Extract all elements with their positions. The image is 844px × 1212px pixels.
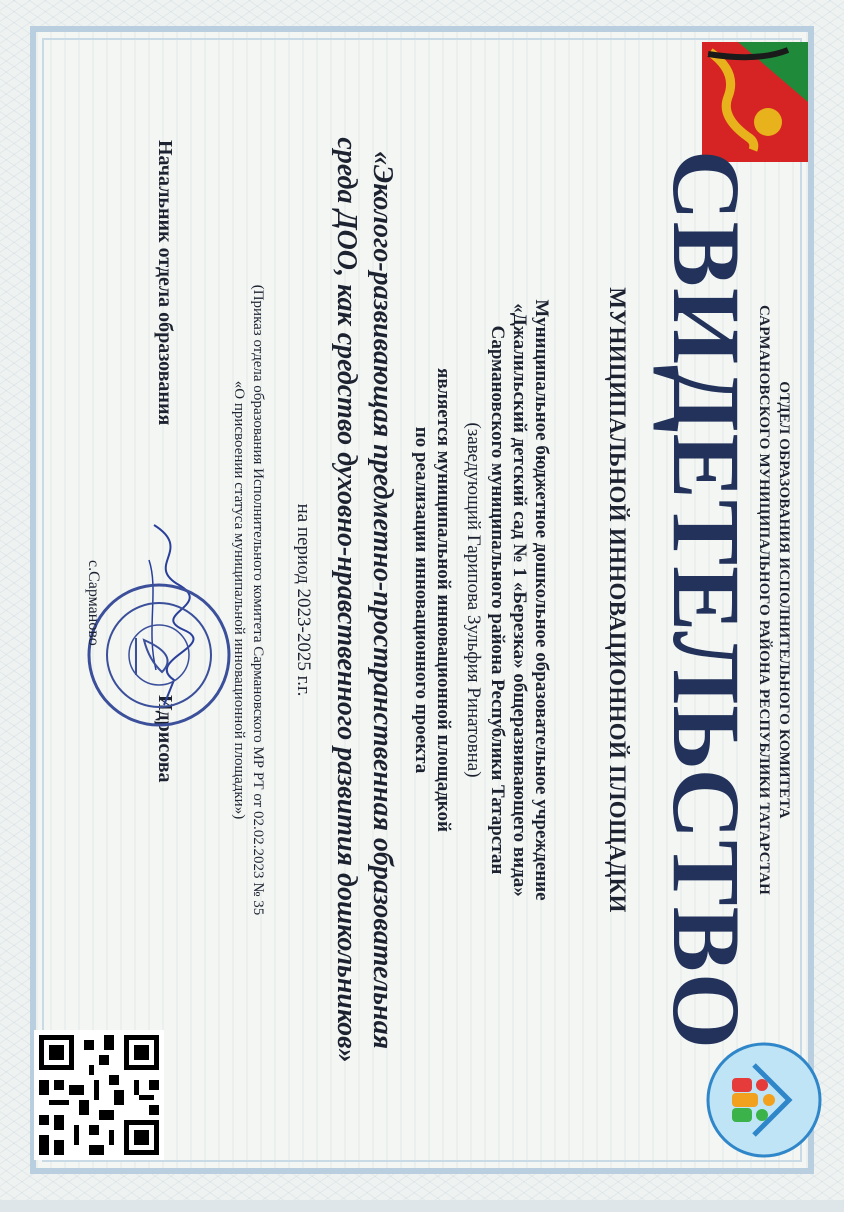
innovation-platform-logo-icon	[704, 1040, 824, 1160]
signer-position: Начальник отдела образования	[154, 140, 176, 426]
status-line-1: является муниципальной инновационной площадкой	[433, 368, 454, 832]
project-title-line-2: среда ДОО, как средство духовно-нравственного развития дошкольников»	[331, 137, 362, 1063]
header-line-2: САРМАНОВСКОГО МУНИЦИПАЛЬНОГО РАЙОНА РЕСПУБЛИКИ ТАТАРСТАН	[756, 304, 772, 896]
certificate-subtitle: МУНИЦИПАЛЬНОЙ ИННОВАЦИОННОЙ ПЛОЩАДКИ	[605, 287, 630, 913]
institution-line-3: Сармановского муниципального района Республики Татарстан	[487, 325, 508, 875]
institution-line-1: Муниципальное бюджетное дошкольное образовательное учреждение	[531, 299, 552, 901]
order-line-2: «О присвоении статуса муниципальной инновационной площадки»)	[231, 380, 247, 820]
institution-head: (заведующий Гарипова Зульфия Ринатовна)	[463, 422, 484, 778]
place: с.Сарманово	[85, 560, 102, 646]
project-title-line-1: «Эколого-развивающая предметно-пространственная образовательная	[367, 150, 398, 1050]
header-line-1: ОТДЕЛ ОБРАЗОВАНИЯ ИСПОЛНИТЕЛЬНОГО КОМИТЕТА	[776, 381, 792, 819]
official-stamp	[84, 580, 234, 730]
order-line-1: (Приказ отдела образования Исполнительного комитета Сармановского МР РТ от 02.02.2023 № 35	[250, 284, 266, 916]
signer-name: Идрисова	[154, 695, 176, 783]
certificate-title: СВИДЕТЕЛЬСТВО	[653, 149, 760, 1051]
qr-code-icon	[34, 1030, 164, 1160]
institution-line-2: «Джалильский детский сад № 1 «Березка» общеразвивающего вида»	[509, 303, 530, 897]
period: на период 2023-2025 г.г.	[293, 503, 314, 697]
status-line-2: по реализации инновационного проекта	[411, 426, 432, 774]
